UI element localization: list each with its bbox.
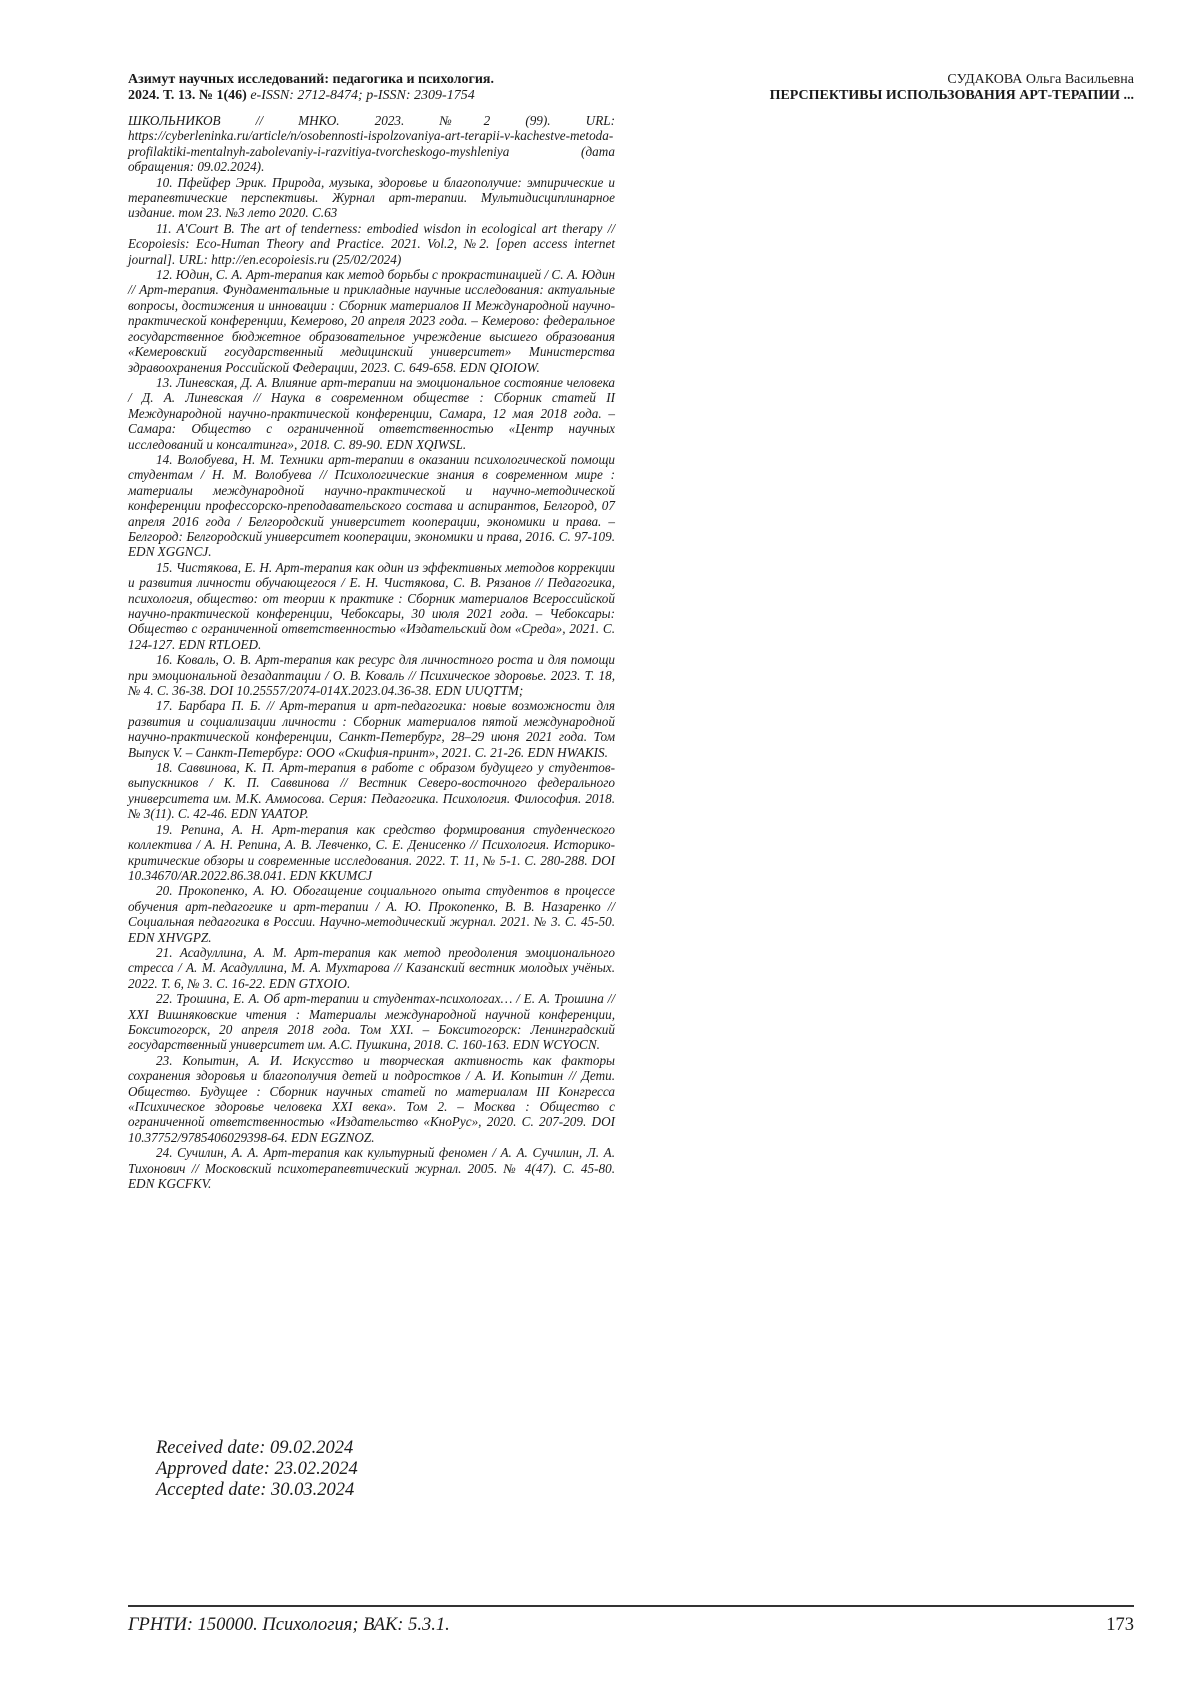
reference-item: 24. Сучилин, А. А. Арт-терапия как культурный феномен / А. А. Сучилин, Л. А. Тихонович // Московский психотерапевтический журнал. 2005. № 4(47). С. 45-80. EDN KGCFKV.: [128, 1145, 615, 1192]
accepted-date: Accepted date: 30.03.2024: [156, 1480, 355, 1500]
reference-item: 10. Пфейфер Эрик. Природа, музыка, здоровье и благополучие: эмпирические и терапевтические перспективы. Журнал арт-терапии. Мультидисциплинарное издание. том 23. №3 лето 2020. С.63: [128, 174, 615, 221]
reference-item: 14. Волобуева, Н. М. Техники арт-терапии в оказании психологической помощи студентам / Н. М. Волобуева // Психологические знания в современном мире : материалы международной научно-практической и научно-методической конференции профессорско-преподавательского состава и аспирантов, Белгород, 07 апреля 2016 года / Белгородский университет кооперации, экономики и права. – Белгород: Белгородский университет кооперации, экономики и права, 2016. С. 97-109. EDN XGGNCJ.: [128, 451, 615, 560]
reference-item: ШКОЛЬНИКОВ // МНКО. 2023. №2 (99). URL: https://cyberleninka.ru/article/n/osobennosti-ispolzovaniya-art-terapii-v-kachestve-metoda-profilaktiki-mentalnyh-zabolevaniy-i-razvitiya-tvorcheskogo-myshleniya (дата обращения: 09.02.2024).: [128, 113, 615, 175]
reference-item: 16. Коваль, О. В. Арт-терапия как ресурс для личностного роста и для помощи при эмоциональной дезадаптации / О. В. Коваль // Психическое здоровье. 2023. Т. 18, № 4. С. 36-38. DOI 10.25557/2074-014X.2023.04.36-38. EDN UUQTTM;: [128, 652, 615, 699]
article-info: [654, 72, 1134, 104]
reference-item: 12. Юдин, С. А. Арт-терапия как метод борьбы с прокрастинацией / С. А. Юдин // Арт-терапия. Фундаментальные и прикладные научные исследования: актуальные вопросы, достижения и инновации : Сборник материалов II Международной научно-практической конференции, Кемерово, 20 апреля 2023 года. – Кемерово: федеральное государственное бюджетное образовательное учреждение высшего образования «Кемеровский государственный медицинский университет» Министерства здравоохранения Российской Федерации, 2023. С. 649-658. EDN QIOIOW.: [128, 267, 615, 375]
reference-item: 22. Трошина, Е. А. Об арт-терапии и студентах-психологах… / Е. А. Трошина // XXI Вишняковские чтения : Материалы международной научной конференции, Бокситогорск, 20 апреля 2018 года. Том XXI. – Бокситогорск: Ленинградский государственный университет им. А.С. Пушкина, 2018. С. 160-163. EDN WCYOCN.: [128, 991, 615, 1053]
reference-item: 18. Саввинова, К. П. Арт-терапия в работе с образом будущего у студентов-выпускников / К. П. Саввинова // Вестник Северо-восточного федерального университета им. М.К. Аммосова. Серия: Педагогика. Психология. Философия. 2018. № 3(11). С. 42-46. EDN YAATOP.: [128, 760, 615, 822]
issn-line: e-ISSN: 2712-8474; p-ISSN: 2309-1754: [246, 88, 475, 103]
journal-title: Азимут научных исследований: педагогика и психология.: [128, 72, 495, 87]
article-title: ПЕРСПЕКТИВЫ ИСПОЛЬЗОВАНИЯ АРТ-ТЕРАПИИ ...: [769, 88, 1134, 103]
author-name: СУДАКОВА Ольга Васильевна: [947, 72, 1134, 87]
page-number: 173: [1106, 1615, 1134, 1635]
submission-dates: [156, 1438, 358, 1501]
reference-item: 17. Барбара П. Б. // Арт-терапия и арт-педагогика: новые возможности для развития и социализации личности : Сборник материалов пятой международной научно-практической конференции, Санкт-Петербург, 28–29 июня 2021 года. Том Выпуск V. – Санкт-Петербург: ООО «Скифия-принт», 2021. С. 21-26. EDN HWAKIS.: [128, 698, 615, 760]
footer-classification: ГРНТИ: 150000. Психология; ВАК: 5.3.1.: [128, 1615, 450, 1635]
reference-item: 13. Линевская, Д. А. Влияние арт-терапии на эмоциональное состояние человека / Д. А. Линевская // Наука в современном обществе : Сборник статей II Международной научно-практической конференции, Самара, 12 мая 2018 года. – Самара: Общество с ограниченной ответственностью «Центр научных исследований и консалтинга», 2018. С. 89-90. EDN XQIWSL.: [128, 374, 615, 452]
reference-item: 23. Копытин, А. И. Искусство и творческая активность как факторы сохранения здоровья и благополучия детей и подростков / А. И. Копытин // Дети. Общество. Будущее : Сборник научных статей по материалам III Конгресса «Психическое здоровье человека XXI века». Том 2. – Москва : Общество с ограниченной ответственностью «Издательство «КноРус», 2020. С. 207-209. DOI 10.37752/9785406029398-64. EDN EGZNOZ.: [128, 1052, 615, 1145]
reference-item: 21. Асадуллина, А. М. Арт-терапия как метод преодоления эмоционального стресса / А. М. Асадуллина, М. А. Мухтарова // Казанский вестник молодых учёных. 2022. Т. 6, № 3. С. 16-22. EDN GTXOIO.: [128, 944, 615, 991]
journal-info: [128, 72, 688, 104]
issue-info: [128, 88, 688, 104]
reference-item: 20. Прокопенко, А. Ю. Обогащение социального опыта студентов в процессе обучения арт-педагогике и арт-терапии / А. Ю. Прокопенко, В. В. Назаренко // Социальная педагогика в России. Научно-методический журнал. 2021. № 3. С. 45-50. EDN XHVGPZ.: [128, 883, 615, 945]
reference-item: 11. A'Court B. The art of tenderness: embodied wisdon in ecological art therapy // Ecopoiesis: Eco-Human Theory and Practice. 2021. Vol.2, №2. [open access internet journal]. URL: http://en.ecopoiesis.ru (25/02/2024): [128, 220, 615, 267]
reference-item: 19. Репина, А. Н. Арт-терапия как средство формирования студенческого коллектива / А. Н. Репина, А. В. Левченко, С. Е. Денисенко // Психология. Историко-критические обзоры и современные исследования. 2022. Т. 11, № 5-1. С. 280-288. DOI 10.34670/AR.2022.86.38.041. EDN KKUMCJ: [128, 821, 615, 883]
issue-line: 2024. Т. 13. № 1(46): [128, 88, 247, 103]
approved-date: Approved date: 23.02.2024: [156, 1459, 358, 1479]
reference-list: [128, 113, 615, 1191]
received-date: Received date: 09.02.2024: [156, 1438, 354, 1458]
footer-divider: [128, 1605, 1134, 1607]
reference-item: 15. Чистякова, Е. Н. Арт-терапия как один из эффективных методов коррекции и развития личности обучающегося / Е. Н. Чистякова, С. В. Рязанов // Педагогика, психология, общество: от теории к практике : Сборник материалов Всероссийской научно-практической конференции, Чебоксары, 30 июля 2021 года. – Чебоксары: Общество с ограниченной ответственностью «Издательский дом «Среда», 2021. С. 124-127. EDN RTLOED.: [128, 559, 615, 652]
